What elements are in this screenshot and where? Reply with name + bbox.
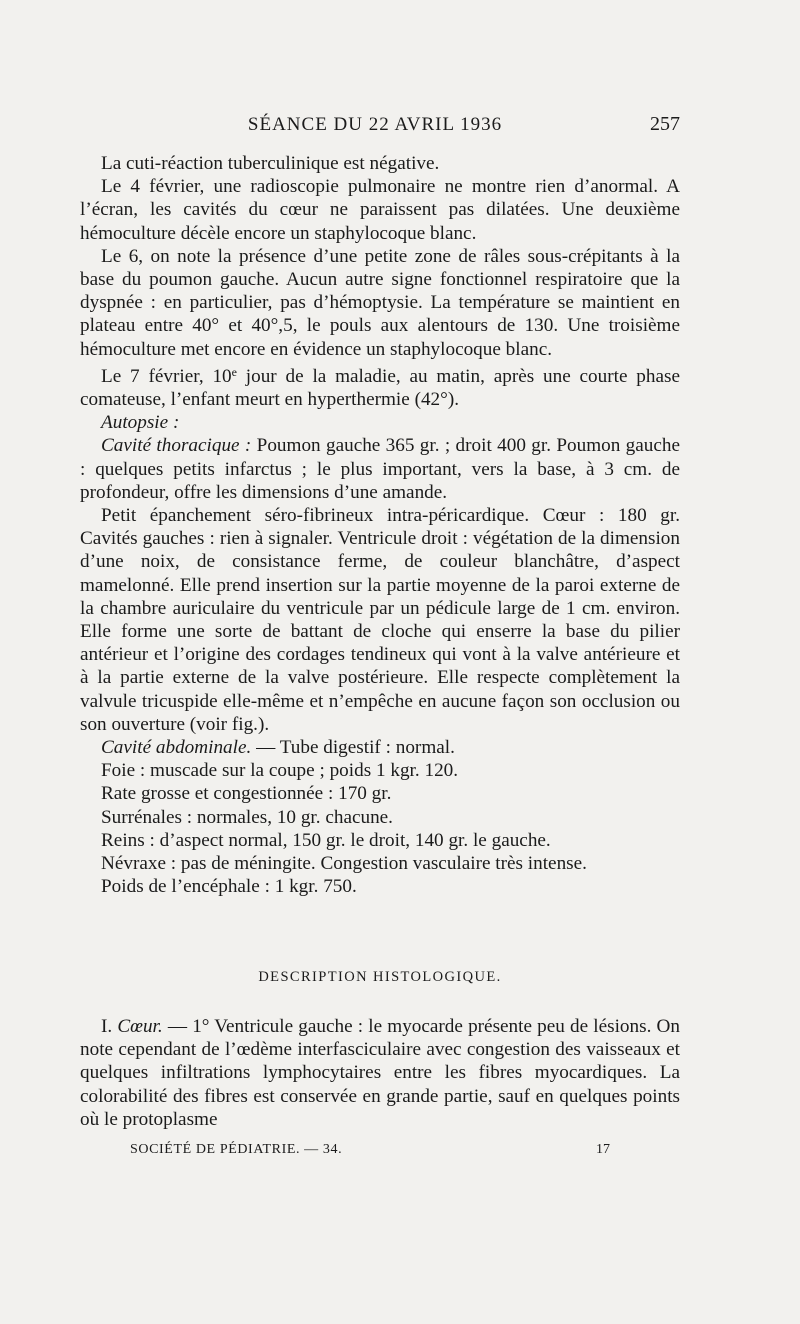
paragraph-poids-encephale: Poids de l’encéphale : 1 kgr. 750. <box>101 876 357 898</box>
paragraph-autopsie <box>80 411 680 434</box>
main-text <box>80 152 680 899</box>
coeur-label: Cœur. <box>117 1016 163 1037</box>
cavite-thoracique-label: Cavité thoracique : <box>101 435 252 457</box>
footer-signature <box>130 1142 610 1162</box>
running-header <box>80 114 680 142</box>
page-number: 257 <box>650 113 680 135</box>
header-title: SÉANCE DU 22 AVRIL 1936 <box>247 114 503 135</box>
paragraph-nevraxe: Névraxe : pas de méningite. Congestion vasculaire très intense. <box>101 853 587 875</box>
paragraph-epanchement: Petit épanchement séro-fibrineux intra-péricardique. Cœur : 180 gr. Cavités gauches : rien à signaler. Ventricule droit : végétation de la dimension d’une noix, de consistance ferme, de couleur blanchâtre, d’aspect mamelonné. Elle prend insertion sur la partie moyenne de la paroi externe de la chambre auriculaire du ventricule par un pédicule large de 1 cm. environ. Elle forme une sorte de battant de cloche qui enserre la base du pilier antérieur et l’origine des cordages tendineux qui vont à la valve antérieure et à la partie externe de la valve postérieure. Elle respecte complètement la valvule tricuspide elle-même et n’empêche en aucune façon son occlusion ou son ouverture (voir fig.). <box>80 505 680 735</box>
paragraph-cavite-thoracique: Cavité thoracique : Poumon gauche 365 gr. ; droit 400 gr. Poumon gauche : quelques petits infarctus ; le plus important, vers la base, à 3 cm. de profondeur, offre les dimensions d’une amande. <box>80 435 680 503</box>
paragraph-4-fevrier: Le 4 février, une radioscopie pulmonaire ne montre rien d’anormal. A l’écran, les cavités du cœur ne paraissent pas dilatées. Une deuxième hémoculture décèle encore un staphylocoque blanc. <box>80 176 680 244</box>
cavite-abdominale-label: Cavité abdominale. <box>101 737 252 759</box>
paragraph-reins: Reins : d’aspect normal, 150 gr. le droit, 140 gr. le gauche. <box>101 829 551 851</box>
footer-journal: SOCIÉTÉ DE PÉDIATRIE. — 34. <box>130 1142 343 1157</box>
paragraph-6-fevrier: Le 6, on note la présence d’une petite zone de râles sous-crépitants à la base du poumon gauche. Aucun autre signe fonctionnel respiratoire que la dyspnée : en particulier, pas d’hémoptysie. La température se maintient en plateau entre 40° et 40°,5, le pouls aux alentours de 130. Une troisième hémoculture met encore en évidence un staphylocoque blanc. <box>80 245 680 360</box>
paragraph-surrenales: Surrénales : normales, 10 gr. chacune. <box>101 806 393 828</box>
paragraph-cuti-reaction: La cuti-réaction tuberculinique est négative. <box>101 153 440 174</box>
autopsie-label: Autopsie : <box>101 412 180 434</box>
paragraph-foie: Foie : muscade sur la coupe ; poids 1 kgr. 120. <box>101 760 459 782</box>
superscript: e <box>231 364 237 379</box>
paragraph-7-fevrier: Le 7 février, 10e jour de la maladie, au matin, après une courte phase comateuse, l’enfant meurt en hyperthermie (42°). <box>80 364 680 411</box>
histology-text <box>80 1015 680 1131</box>
signature-number: 17 <box>596 1142 610 1157</box>
paragraph-rate: Rate grosse et congestionnée : 170 gr. <box>101 783 392 805</box>
paragraph-cavite-abdominale: Cavité abdominale. — Tube digestif : normal. <box>101 737 455 759</box>
section-heading: DESCRIPTION HISTOLOGIQUE. <box>258 969 502 985</box>
paragraph-coeur: I. Cœur. — 1° Ventricule gauche : le myocarde présente peu de lésions. On note cependant de l’œdème interfasciculaire avec congestion des vaisseaux et quelques infiltrations lymphocytaires entre les fibres myocardiques. La colorabilité des fibres est conservée en grande partie, sauf en quelques points où le protoplasme <box>80 1016 680 1130</box>
